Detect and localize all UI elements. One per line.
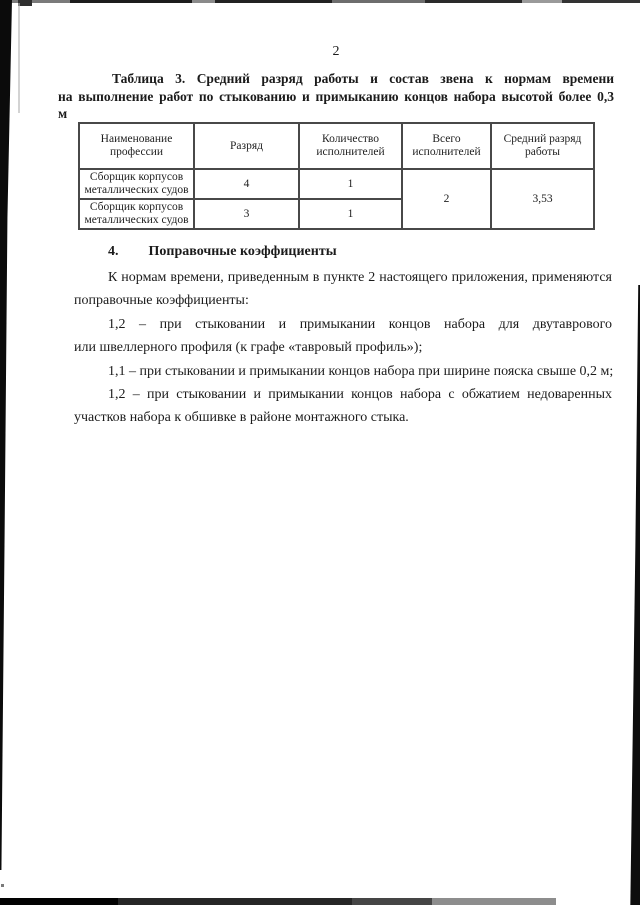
table-caption	[58, 70, 614, 123]
scan-edge-right	[629, 285, 640, 905]
table-header-row	[79, 123, 594, 169]
intro-line-1: К нормам времени, приведенным в пункте 2 настоящего приложения, применяются	[108, 270, 612, 285]
header-cell-performers-count: Количество исполнителей	[299, 123, 402, 169]
coefficient-item-3-line-1: 1,2 – при стыковании и примыкании концов набора с обжатием недоваренных	[108, 387, 612, 403]
cell-total-performers: 2	[402, 169, 491, 229]
caption-line-1: Таблица 3. Средний разряд работы и состав звена к нормам времени	[112, 71, 614, 86]
scan-edge-top	[0, 0, 640, 3]
section-heading	[74, 243, 612, 261]
body-text	[74, 266, 612, 430]
cell-grade: 4	[194, 169, 299, 199]
caption-line-2: на выполнение работ по стыкованию и примыканию концов набора высотой более 0,3	[58, 88, 614, 104]
norms-table	[78, 122, 595, 230]
cell-count: 1	[299, 169, 402, 199]
coefficient-item-1-line-2: или швеллерного профиля (к графе «тавровый профиль»);	[74, 340, 423, 356]
scan-corner-mark	[18, 0, 32, 6]
cell-avg-grade: 3,53	[491, 169, 594, 229]
coefficient-item-1-line-1: 1,2 – при стыковании и примыкании концов набора для двутаврового	[108, 316, 612, 332]
cell-grade: 3	[194, 199, 299, 229]
page-number: 2	[332, 44, 340, 59]
section-number: 4.	[108, 244, 119, 259]
caption-line-3: м	[58, 106, 68, 121]
header-cell-total-performers: Всего исполнителей	[402, 123, 491, 169]
section-title: Поправочные коэффициенты	[148, 244, 337, 259]
scan-edge-left	[0, 0, 12, 870]
header-cell-profession: Наименование профессии	[79, 123, 194, 169]
intro-line-2: поправочные коэффициенты:	[74, 293, 249, 309]
header-cell-avg-grade: Средний разряд работы	[491, 123, 594, 169]
cell-count: 1	[299, 199, 402, 229]
cell-profession: Сборщик корпусов металлических судов	[79, 169, 194, 199]
coefficient-item-2: 1,1 – при стыковании и примыкании концов набора при ширине пояска свыше 0,2 м;	[108, 363, 614, 379]
scan-dot	[1, 884, 4, 887]
header-cell-grade: Разряд	[194, 123, 299, 169]
coefficient-item-3-line-2: участков набора к обшивке в районе монтажного стыка.	[74, 410, 409, 426]
scan-streak	[18, 3, 20, 113]
cell-profession: Сборщик корпусов металлических судов	[79, 199, 194, 229]
table-row	[79, 169, 594, 199]
scan-edge-bottom	[0, 898, 556, 905]
